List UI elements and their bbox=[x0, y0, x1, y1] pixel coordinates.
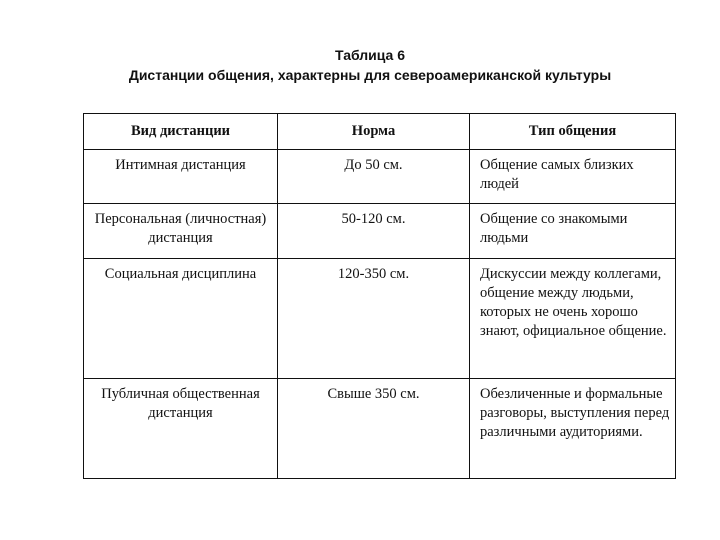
table-number: Таблица 6 bbox=[334, 47, 406, 63]
distance-type-cell: Персональная (личностная) дистанция bbox=[84, 204, 278, 259]
table-row bbox=[84, 204, 676, 259]
communication-cell: Дискуссии между коллегами, общение между людьми, которых не очень хорошо знают, официальное общение. bbox=[470, 259, 676, 379]
norm-cell: 120-350 см. bbox=[278, 259, 470, 379]
norm-cell: Свыше 350 см. bbox=[278, 379, 470, 479]
distance-table bbox=[83, 113, 676, 479]
norm-cell: До 50 см. bbox=[278, 150, 470, 204]
table-row bbox=[84, 379, 676, 479]
table-row bbox=[84, 259, 676, 379]
header-row bbox=[84, 114, 676, 150]
header-cell: Норма bbox=[278, 114, 470, 150]
table-row bbox=[84, 150, 676, 204]
communication-cell: Обезличенные и формальные разговоры, выступления перед различными аудиториями. bbox=[470, 379, 676, 479]
distance-type-cell: Публичная общественная дистанция bbox=[84, 379, 278, 479]
norm-cell: 50-120 см. bbox=[278, 204, 470, 259]
distance-type-cell: Интимная дистанция bbox=[84, 150, 278, 204]
table-title: Дистанции общения, характерны для североамериканской культуры bbox=[128, 67, 612, 83]
communication-cell: Общение самых близких людей bbox=[470, 150, 676, 204]
distance-type-cell: Социальная дисциплина bbox=[84, 259, 278, 379]
communication-cell: Общение со знакомыми людьми bbox=[470, 204, 676, 259]
header-cell: Тип общения bbox=[470, 114, 676, 150]
header-cell: Вид дистанции bbox=[84, 114, 278, 150]
